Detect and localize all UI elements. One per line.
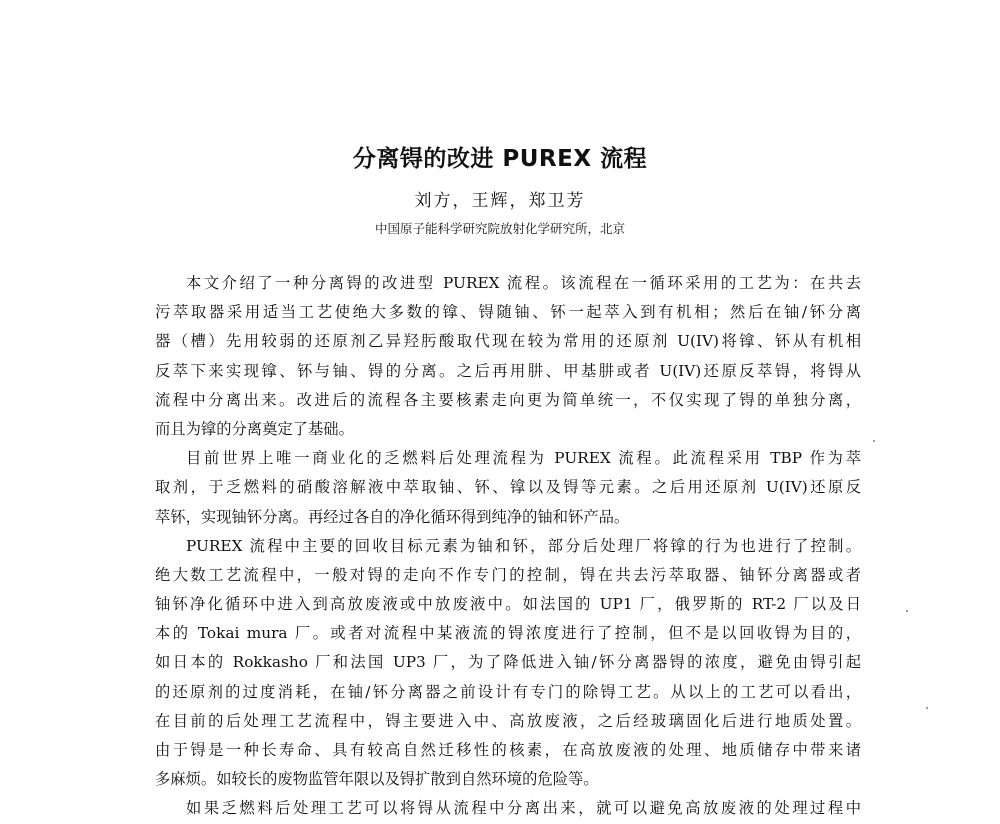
- text-line: 铀钚净化循环中进入到高放废液或中放废液中。如法国的 UP1 厂，俄罗斯的 RT-2 厂以及日: [155, 595, 861, 614]
- scan-speck: [906, 610, 908, 612]
- scan-speck: [873, 440, 875, 442]
- text-line: 多麻烦。如较长的废物监管年限以及锝扩散到自然环境的危险等。: [155, 770, 599, 789]
- text-line: 萃钚，实现铀钚分离。再经过各自的净化循环得到纯净的铀和钚产品。: [155, 507, 630, 526]
- abstract-body: [155, 269, 861, 824]
- author-list: 刘方，王辉，郑卫芳: [414, 191, 586, 211]
- text-line: 如日本的 Rokkasho 厂和法国 UP3 厂，为了降低进入铀/钚分离器锝的浓度，避免由锝引起: [155, 653, 861, 672]
- text-line: PUREX 流程中主要的回收目标元素为铀和钚，部分后处理厂将镎的行为也进行了控制。: [186, 536, 861, 555]
- text-line: 污萃取器采用适当工艺使绝大多数的镎、锝随铀、钚一起萃入到有机相；然后在铀/钚分离: [155, 303, 861, 322]
- scan-speck: [926, 707, 928, 709]
- text-line: 器（槽）先用较弱的还原剂乙异羟肟酸取代现在较为常用的还原剂 U(IV)将镎、钚从有机相: [155, 332, 861, 351]
- text-line: 目前世界上唯一商业化的乏燃料后处理流程为 PUREX 流程。此流程采用 TBP 作为萃: [186, 449, 861, 468]
- text-line: 反萃下来实现镎、钚与铀、锝的分离。之后再用肼、甲基肼或者 U(IV)还原反萃锝，将锝从: [155, 361, 861, 380]
- text-line: 在目前的后处理工艺流程中，锝主要进入中、高放废液，之后经玻璃固化后进行地质处置。: [155, 711, 861, 730]
- text-line: 的还原剂的过度消耗，在铀/钚分离器之前设计有专门的除锝工艺。从以上的工艺可以看出，: [155, 682, 861, 701]
- text-line: 绝大数工艺流程中，一般对锝的走向不作专门的控制，锝在共去污萃取器、铀钚分离器或者: [155, 565, 861, 584]
- text-line: 由于锝是一种长寿命、具有较高自然迁移性的核素，在高放废液的处理、地质储存中带来诸: [155, 741, 861, 759]
- paper-title: 分离锝的改进 PUREX 流程: [352, 146, 648, 172]
- text-line: 取剂，于乏燃料的硝酸溶解液中萃取铀、钚、镎以及锝等元素。之后用还原剂 U(IV)还原反: [155, 478, 861, 497]
- text-line: 如果乏燃料后处理工艺可以将锝从流程中分离出来，就可以避免高放废液的处理过程中: [186, 799, 861, 818]
- affiliation: 中国原子能科学研究院放射化学研究所，北京: [374, 221, 625, 236]
- text-line: 本的 Tokai mura 厂。或者对流程中某液流的锝浓度进行了控制，但不是以回收锝为目的，: [155, 624, 861, 643]
- text-line: 流程中分离出来。改进后的流程各主要核素走向更为简单统一，不仅实现了锝的单独分离，: [155, 390, 861, 409]
- text-line: 本文介绍了一种分离锝的改进型 PUREX 流程。该流程在一循环采用的工艺为：在共去: [186, 274, 861, 292]
- text-line: 而且为镎的分离奠定了基础。: [155, 419, 354, 438]
